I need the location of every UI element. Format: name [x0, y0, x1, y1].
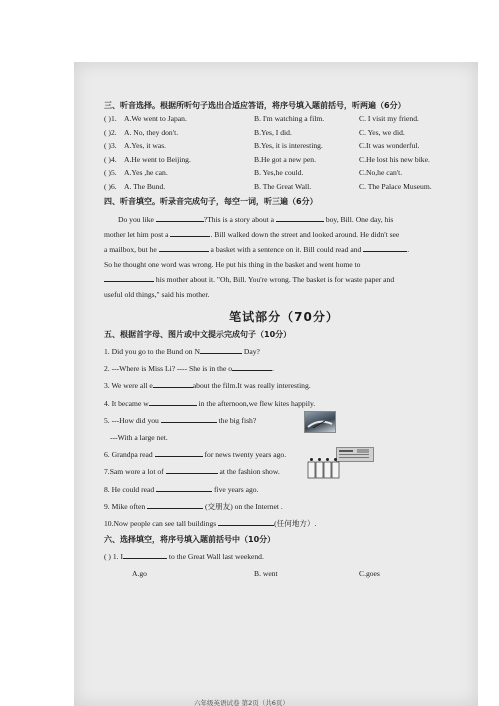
item-number: ( )6.	[104, 181, 117, 191]
question-6	[104, 446, 464, 463]
option-c[interactable]: C. I visit my friend.	[359, 114, 419, 123]
question-7	[104, 463, 464, 480]
answer-blank[interactable]	[200, 345, 242, 354]
question-text: 7.Sam wore a lot of	[104, 467, 164, 477]
passage-text: boy, Bill. One day, his	[325, 215, 394, 224]
answer-blank[interactable]	[166, 465, 218, 474]
question-text: 6. Grandpa read	[104, 450, 153, 460]
clothes-image	[307, 457, 341, 479]
listening-item	[104, 139, 464, 153]
exam-paper	[74, 62, 478, 706]
item-number: ( )3.	[104, 141, 117, 150]
passage-text: a basket with a sentence on it. Bill could read and	[210, 245, 362, 254]
section4-passage-line	[104, 227, 464, 242]
question-text: 9. Mike often	[104, 501, 146, 511]
answer-blank[interactable]	[153, 379, 193, 388]
question-text: at the fashion show.	[219, 467, 280, 477]
question-4	[104, 395, 464, 412]
question-text: (交朋友) on the Internet .	[204, 501, 283, 511]
section4-passage	[104, 212, 464, 227]
passage-text: his mother about it. "Oh, Bill. You're wrong. The basket is for waste paper and	[155, 275, 395, 284]
question-text: ( ) 1. I	[104, 552, 123, 562]
item-number: ( )5.	[104, 168, 117, 177]
listening-item	[104, 112, 464, 126]
section3-items	[104, 112, 464, 193]
item-number: ( )2.	[104, 127, 117, 137]
option-b[interactable]: B.He got a new pen.	[254, 154, 316, 164]
question-9	[104, 498, 464, 515]
answer-blank[interactable]	[104, 273, 154, 282]
option-b[interactable]: B. I'm watching a film.	[254, 114, 325, 123]
question-1	[104, 343, 464, 360]
question-5	[104, 412, 464, 429]
answer-blank[interactable]	[218, 517, 274, 526]
answer-blank[interactable]	[155, 448, 203, 457]
option-a[interactable]: A.go	[132, 569, 147, 579]
question-text: five years ago.	[214, 484, 259, 494]
option-c[interactable]: C.It was wonderful.	[359, 141, 420, 150]
question-2	[104, 360, 464, 377]
question-text: 2. ---Where is Miss Li?	[104, 364, 176, 374]
question-8	[104, 481, 464, 498]
option-b[interactable]: B.Yes, it is interesting.	[254, 141, 323, 150]
section4-passage-line	[104, 242, 464, 257]
section4-passage-line: So he thought one word was wrong. He put his thing in the basket and went home to	[104, 260, 361, 269]
question-text: ---- She is in the o	[176, 364, 233, 374]
item-number: ( )1.	[104, 114, 117, 123]
question-text: 8. He could read	[104, 484, 155, 494]
section3-title: 三、听音选择。根据所听句子选出合适应答语，将序号填入题前括号，听两遍（6分）	[104, 101, 406, 110]
newspaper-image	[336, 447, 374, 462]
question-5-answer: ---With a large net.	[110, 432, 168, 442]
answer-blank[interactable]	[363, 243, 410, 254]
answer-blank[interactable]	[156, 213, 204, 222]
question-text: (任何地方）.	[274, 518, 317, 528]
answer-blank[interactable]	[170, 228, 210, 237]
listening-item	[104, 126, 464, 140]
exam-content	[104, 100, 464, 582]
option-c[interactable]: C.No,he can't.	[359, 168, 403, 177]
question-text: 5. ---How did you	[104, 415, 159, 425]
option-a[interactable]: A. The Bund.	[124, 181, 166, 191]
passage-text: .	[407, 245, 410, 254]
question-3	[104, 377, 464, 394]
answer-blank[interactable]	[276, 213, 324, 222]
answer-blank[interactable]	[161, 414, 217, 423]
page-footer: 六年级英语试卷 第2页（共6页）	[194, 699, 289, 706]
question-text: 10.Now people can see tall buildings	[104, 518, 217, 528]
option-c[interactable]: C. Yes, we did.	[359, 127, 405, 137]
question-text: the big fish?	[218, 415, 257, 425]
section5-title: 五、根据首字母、图片或中文提示完成句子（10分）	[104, 330, 292, 339]
option-b[interactable]: B.Yes, I did.	[254, 127, 292, 137]
listening-item	[104, 153, 464, 167]
question-10	[104, 515, 464, 532]
section5-questions	[104, 343, 464, 532]
passage-text: Do you like	[118, 215, 154, 224]
listening-item	[104, 166, 464, 180]
answer-blank[interactable]	[159, 243, 209, 252]
section4-title: 四、听音填空。听录音完成句子，每空一词，听三遍（6分）	[104, 197, 318, 206]
passage-text: a mailbox, but he	[104, 245, 157, 254]
section6-options	[104, 565, 464, 582]
option-c[interactable]: C.goes	[359, 569, 380, 579]
section6-question-1	[104, 548, 464, 565]
question-text: .	[272, 364, 274, 374]
option-b[interactable]: B. went	[254, 569, 278, 579]
question-text: 4. It became w	[104, 398, 149, 408]
written-section-title: 笔试部分（70分）	[229, 310, 339, 324]
option-b[interactable]: B. Yes,he could.	[254, 168, 304, 177]
answer-blank[interactable]	[149, 397, 197, 406]
question-text: to the Great Wall last weekend.	[168, 552, 264, 562]
question-text: 3. We were all e	[104, 381, 153, 391]
answer-blank[interactable]	[232, 362, 274, 374]
option-a[interactable]: A.Yes, it was.	[124, 141, 167, 150]
answer-blank[interactable]	[123, 550, 167, 559]
option-c[interactable]: C. The Palace Museum.	[359, 181, 432, 191]
passage-text: ?This is a story about a	[203, 215, 274, 224]
passage-text: mother let him post a	[104, 230, 169, 239]
section4-passage-line	[104, 272, 464, 287]
option-a[interactable]: A.Yes ,he can.	[124, 168, 168, 177]
question-text: 1. Did you go to the Bund on N	[104, 347, 200, 356]
question-text: Day?	[243, 347, 260, 356]
option-b[interactable]: B. The Great Wall.	[254, 181, 312, 191]
question-text: in the afternoon,we flew kites happily.	[198, 398, 316, 408]
listening-item	[104, 180, 464, 194]
item-number: ( )4.	[104, 154, 117, 164]
section6-title: 六、选择填空，将序号填入题前括号中（10分）	[104, 535, 276, 545]
answer-blank[interactable]	[156, 483, 212, 492]
section4-passage-line: useful old things," said his mother.	[104, 290, 210, 299]
question-text: about the film.It was really interesting.	[192, 381, 311, 391]
option-a[interactable]: A. No, they don't.	[124, 127, 179, 137]
option-a[interactable]: A.He went to Beijing.	[124, 154, 191, 164]
answer-blank[interactable]	[147, 500, 203, 509]
passage-text: . Bill walked down the street and looked around. He didn't see	[210, 230, 400, 239]
question-text: for news twenty years ago.	[204, 450, 287, 460]
option-a[interactable]: A.We went to Japan.	[124, 114, 187, 123]
option-c[interactable]: C.He lost his new bike.	[359, 154, 430, 164]
